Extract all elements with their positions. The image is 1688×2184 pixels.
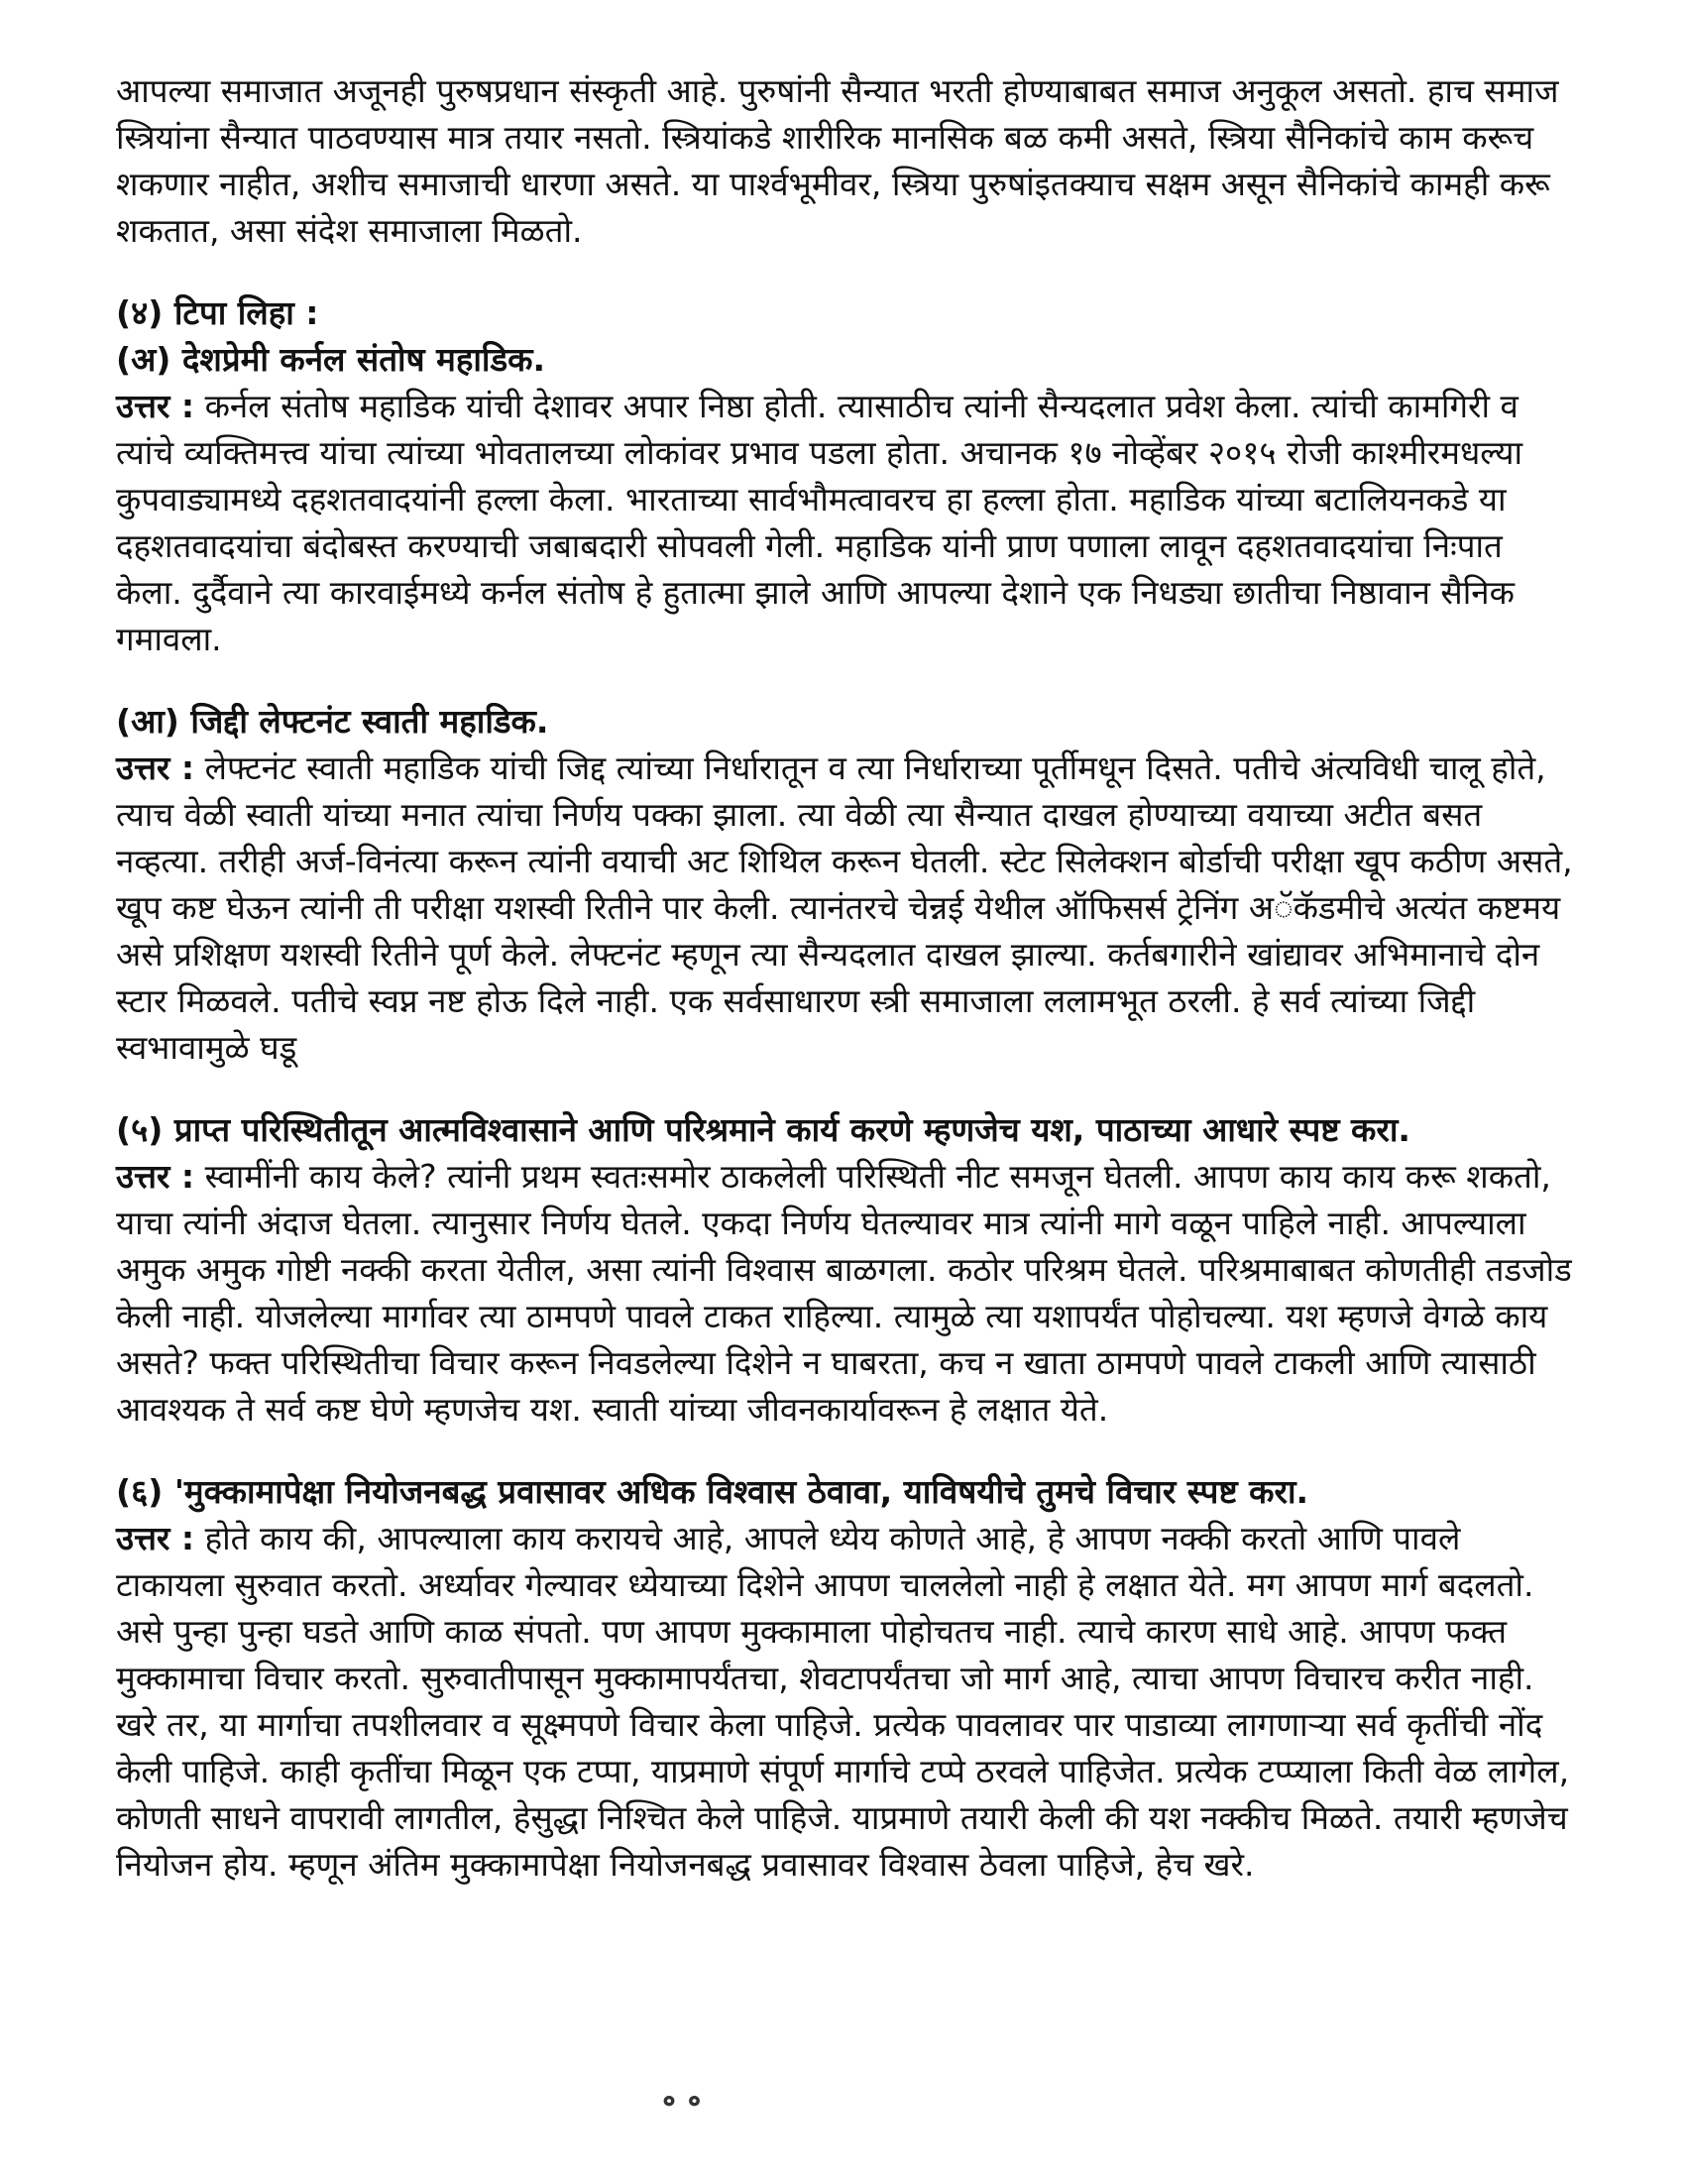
section-4aa-title: (आ) जिद्दी लेफ्टनंट स्वाती महाडिक.	[116, 702, 549, 741]
answer-text: होते काय की, आपल्याला काय करायचे आहे, आपले ध्येय कोणते आहे, हे आपण नक्की करतो आणि पावले टाकायला सुरुवात करतो. अर्ध्यावर गेल्यावर ध्येयाच्या दिशेने आपण चाललेलो नाही हे लक्षात येते. मग आपण मार्ग बदलतो. असे पुन्हा पुन्हा घडते आणि काळ संपतो. पण आपण मुक्कामाला पोहोचतच नाही. त्याचे कारण साधे आहे. आपण फक्त मुक्कामाचा विचार करतो. सुरुवातीपासून मुक्कामापर्यंतचा, शेवटापर्यंतचा जो मार्ग आहे, त्याचा आपण विचारच करीत नाही. खरे तर, या मार्गाचा तपशीलवार व सूक्ष्मपणे विचार केला पाहिजे. प्रत्येक पावलावर पार पाडाव्या लागणाऱ्या सर्व कृतींची नोंद केली पाहिजे. काही कृतींचा मिळून एक टप्पा, याप्रमाणे संपूर्ण मार्गाचे टप्पे ठरवले पाहिजेत. प्रत्येक टप्प्याला किती वेळ लागेल, कोणती साधने वापरावी लागतील, हेसुद्धा निश्चित केले पाहिजे. याप्रमाणे तयारी केली की यश नक्कीच मिळते. तयारी म्हणजेच नियोजन होय. म्हणून अंतिम मुक्कामापेक्षा नियोजनबद्ध प्रवासावर विश्वास ठेवला पाहिजे, हेच खरे.	[116, 1519, 1570, 1884]
section-4a-answer	[116, 383, 1573, 662]
page-footer-mark: ॰ ॰	[662, 2084, 702, 2123]
intro-paragraph: आपल्या समाजात अजूनही पुरुषप्रधान संस्कृती आहे. पुरुषांनी सैन्यात भरती होण्याबाबत समाज अनुकूल असतो. हाच समाज स्त्रियांना सैन्यात पाठवण्यास मात्र तयार नसतो. स्त्रियांकडे शारीरिक मानसिक बळ कमी असते, स्त्रिया सैनिकांचे काम करूच शकणार नाहीत, अशीच समाजाची धारणा असते. या पार्श्वभूमीवर, स्त्रिया पुरुषांइतक्याच सक्षम असून सैनिकांचे कामही करू शकतात, असा संदेश समाजाला मिळतो.	[116, 71, 1559, 250]
document-page	[116, 67, 1573, 1888]
section-6-answer	[116, 1515, 1573, 1888]
section-4a-title: (अ) देशप्रेमी कर्नल संतोष महाडिक.	[116, 340, 546, 379]
answer-text: कर्नल संतोष महाडिक यांची देशावर अपार निष्ठा होती. त्यासाठीच त्यांनी सैन्यदलात प्रवेश केला. त्यांची कामगिरी व त्यांचे व्यक्तिमत्त्व यांचा त्यांच्या भोवतालच्या लोकांवर प्रभाव पडला होता. अचानक १७ नोव्हेंबर २०१५ रोजी काश्मीरमधल्या कुपवाड्यामध्ये दहशतवादयांनी हल्ला केला. भारताच्या सार्वभौमत्वावरच हा हल्ला होता. महाडिक यांच्या बटालियनकडे या दहशतवादयांचा बंदोबस्त करण्याची जबाबदारी सोपवली गेली. महाडिक यांनी प्राण पणाला लावून दहशतवादयांचा निःपात केला. दुर्दैवाने त्या कारवाईमध्ये कर्नल संतोष हे हुतात्मा झाले आणि आपल्या देशाने एक निधड्या छातीचा निष्ठावान सैनिक गमावला.	[116, 387, 1523, 658]
answer-label: उत्तर :	[116, 387, 195, 425]
section-4aa-answer	[116, 745, 1573, 1071]
answer-text: लेफ्टनंट स्वाती महाडिक यांची जिद्द त्यांच्या निर्धारातून व त्या निर्धाराच्या पूर्तीमधून दिसते. पतीचे अंत्यविधी चालू होते, त्याच वेळी स्वाती यांच्या मनात त्यांचा निर्णय पक्का झाला. त्या वेळी त्या सैन्यात दाखल होण्याच्या वयाच्या अटीत बसत नव्हत्या. तरीही अर्ज-विनंत्या करून त्यांनी वयाची अट शिथिल करून घेतली. स्टेट सिलेक्शन बोर्डाची परीक्षा खूप कठीण असते, खूप कष्ट घेऊन त्यांनी ती परीक्षा यशस्वी रितीने पार केली. त्यानंतरचे चेन्नई येथील ऑफिसर्स ट्रेनिंग अॅकॅडमीचे अत्यंत कष्टमय असे प्रशिक्षण यशस्वी रितीने पूर्ण केले. लेफ्टनंट म्हणून त्या सैन्यदलात दाखल झाल्या. कर्तबगारीने खांद्यावर अभिमानाचे दोन स्टार मिळवले. पतीचे स्वप्न नष्ट होऊ दिले नाही. एक सर्वसाधारण स्त्री समाजाला ललामभूत ठरली. हे सर्व त्यांच्या जिद्दी स्वभावामुळे घडू	[116, 748, 1573, 1067]
section-4-title: (४) टिपा लिहा :	[116, 293, 319, 332]
answer-label: उत्तर :	[116, 1157, 195, 1196]
answer-label: उत्तर :	[116, 748, 195, 787]
section-5-title: (५) प्राप्त परिस्थितीतून आत्मविश्वासाने आणि परिश्रमाने कार्य करणे म्हणजेच यश, पाठाच्या आधारे स्पष्ट करा.	[116, 1110, 1410, 1149]
answer-text: स्वामींनी काय केले? त्यांनी प्रथम स्वतःसमोर ठाकलेली परिस्थिती नीट समजून घेतली. आपण काय काय करू शकतो, याचा त्यांनी अंदाज घेतला. त्यानुसार निर्णय घेतले. एकदा निर्णय घेतल्यावर मात्र त्यांनी मागे वळून पाहिले नाही. आपल्याला अमुक अमुक गोष्टी नक्की करता येतील, असा त्यांनी विश्वास बाळगला. कठोर परिश्रम घेतले. परिश्रमाबाबत कोणतीही तडजोड केली नाही. योजलेल्या मार्गावर त्या ठामपणे पावले टाकत राहिल्या. त्यामुळे त्या यशापर्यंत पोहोचल्या. यश म्हणजे वेगळे काय असते? फक्त परिस्थितीचा विचार करून निवडलेल्या दिशेने न घाबरता, कच न खाता ठामपणे पावले टाकली आणि त्यासाठी आवश्यक ते सर्व कष्ट घेणे म्हणजेच यश. स्वाती यांच्या जीवनकार्यावरून हे लक्षात येते.	[116, 1157, 1572, 1429]
section-5-answer	[116, 1153, 1573, 1433]
answer-label: उत्तर :	[116, 1519, 195, 1557]
section-6-title: (६) 'मुक्कामापेक्षा नियोजनबद्ध प्रवासावर अधिक विश्वास ठेवावा, याविषयीचे तुमचे विचार स्पष्ट करा.	[116, 1472, 1309, 1511]
